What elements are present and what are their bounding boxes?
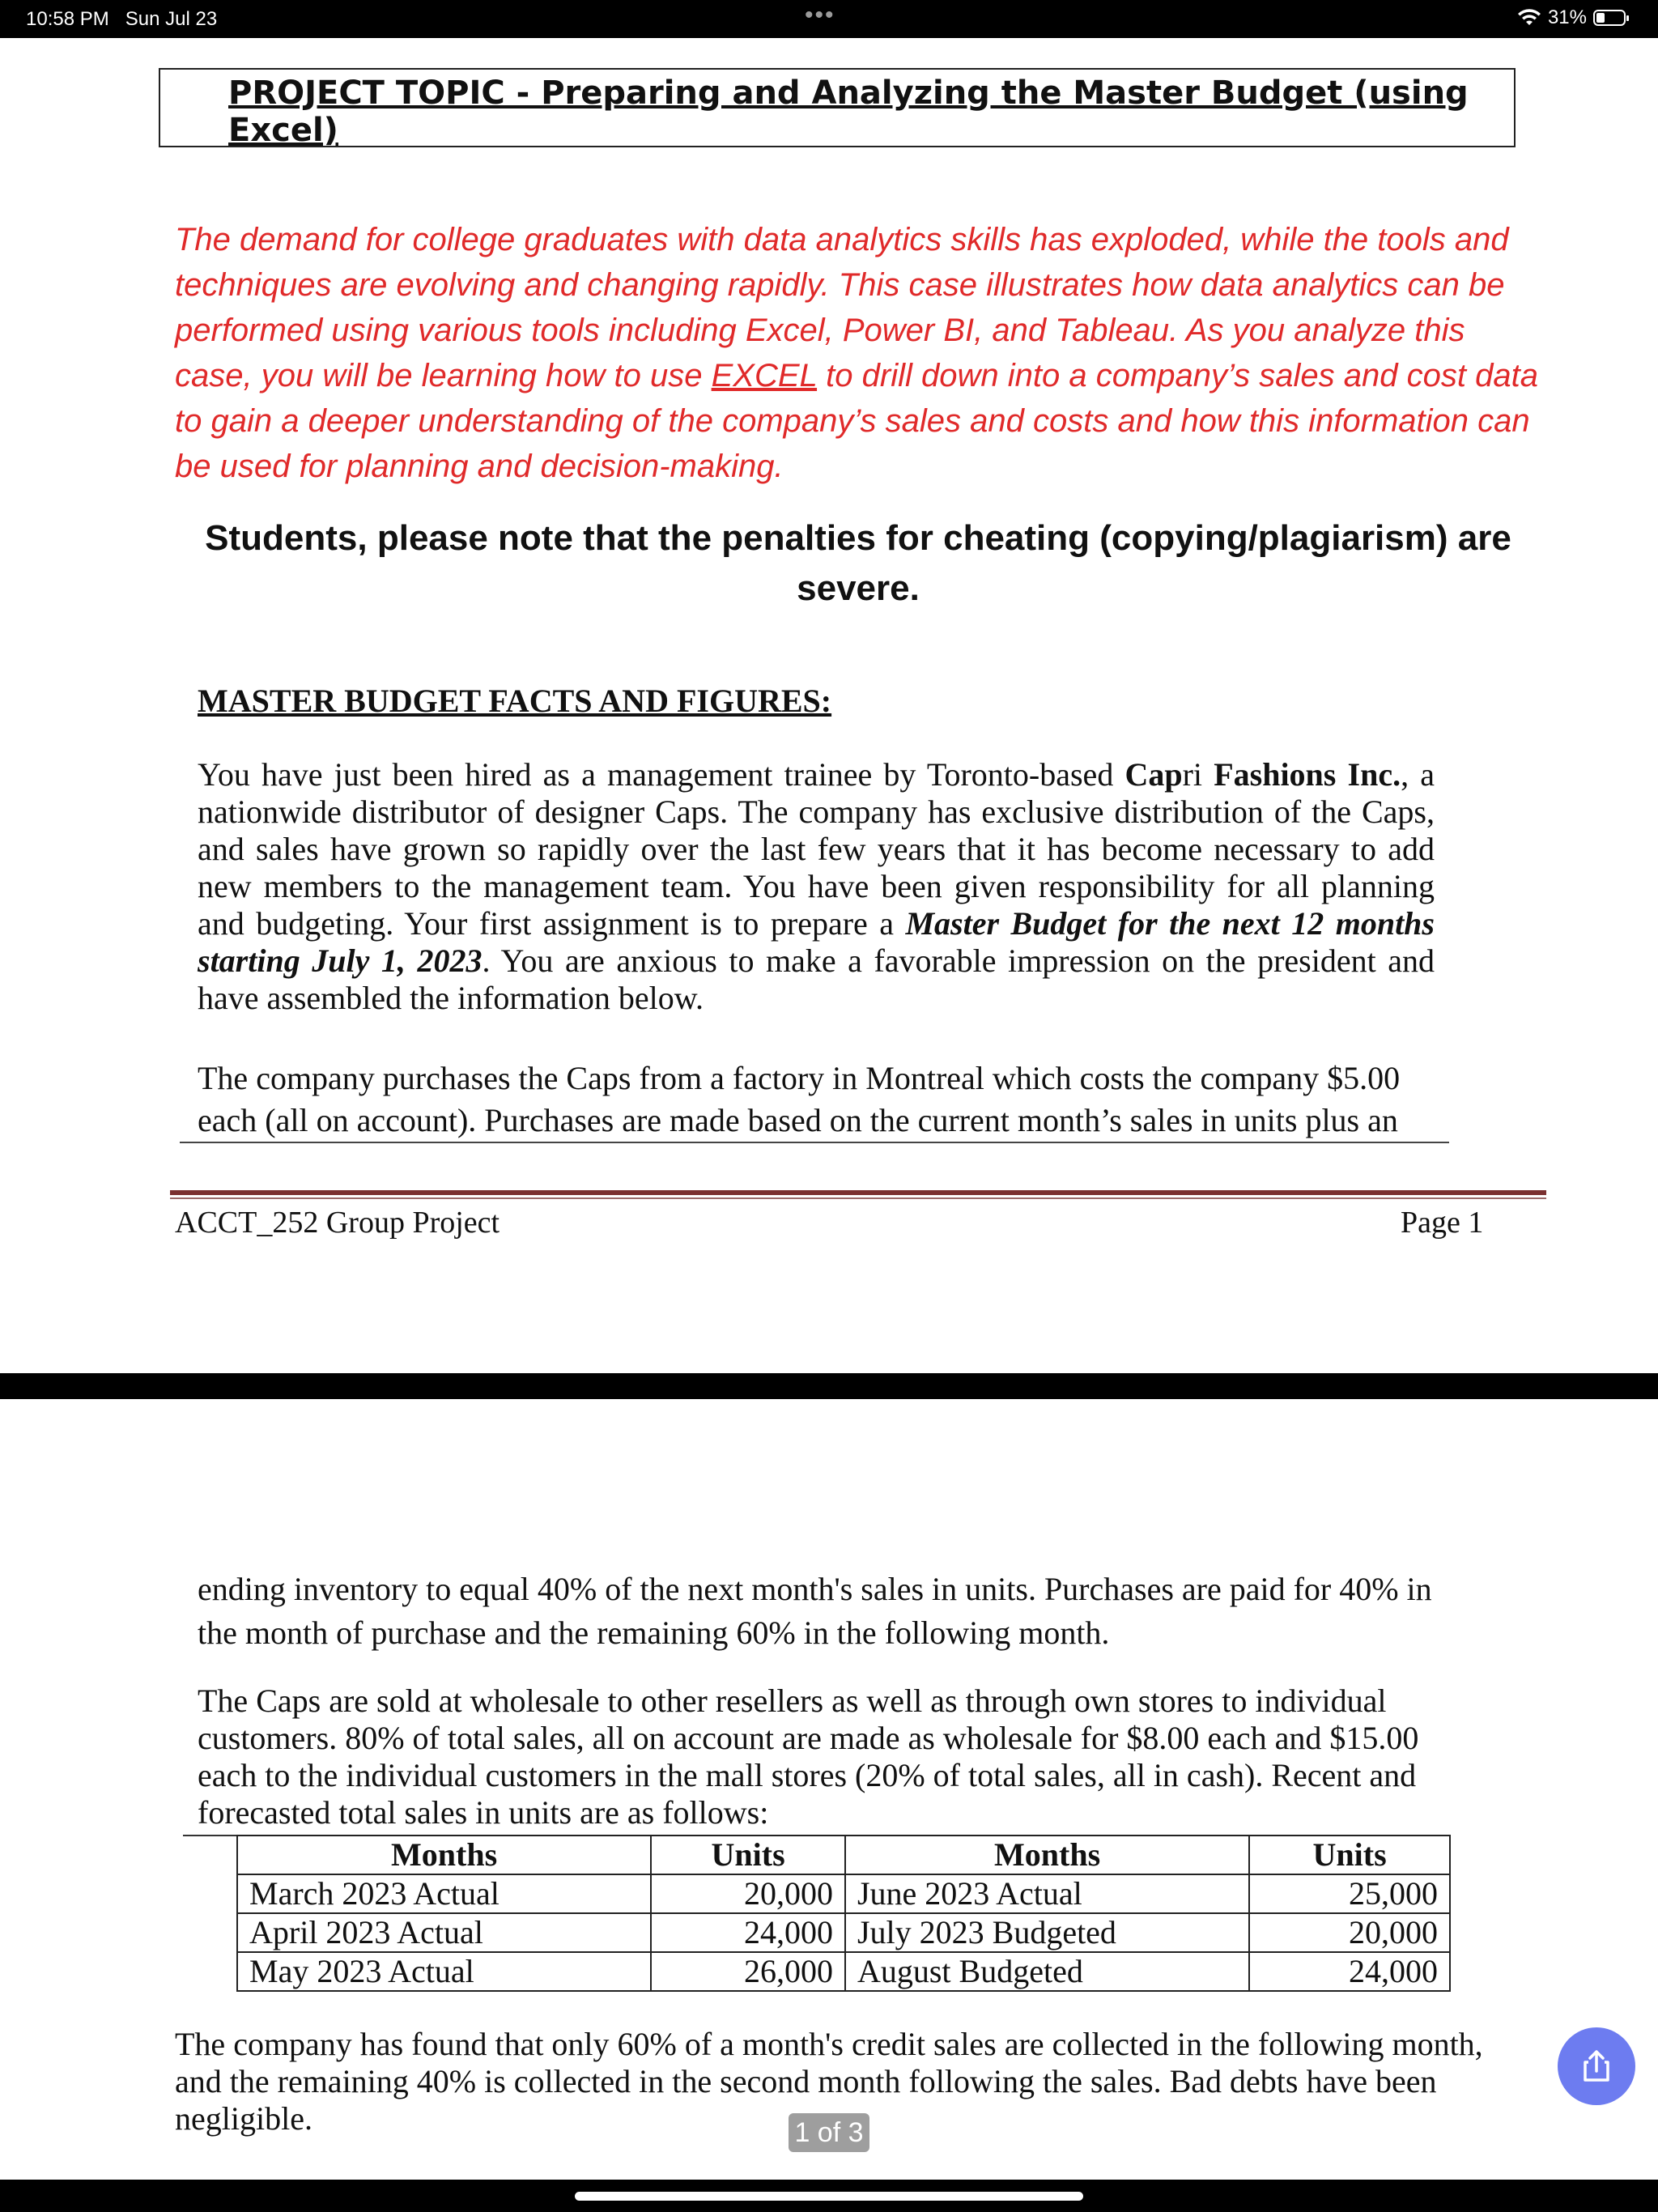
table-cell: 20,000 (651, 1874, 845, 1913)
p1-company: Fashions Inc. (1202, 756, 1401, 793)
battery-percent: 31% (1547, 6, 1587, 28)
intro-text-2: to drill down into a company’s sales and cost data to gain a deeper understanding of the company’s sales and costs and how this information can be used for planning and decision-making. (175, 358, 1538, 484)
title-box (159, 68, 1516, 147)
table-cell: April 2023 Actual (237, 1913, 651, 1952)
p1-text-c: . You are anxious to make a favorable impression on the president and have assembled the information below. (198, 942, 1435, 1016)
cheating-notice: Students, please note that the penalties for cheating (copying/plagiarism) are severe. (205, 518, 1511, 608)
wifi-icon (1517, 8, 1541, 28)
share-icon (1578, 2048, 1615, 2085)
footer-rule (170, 1190, 1546, 1195)
table-row (237, 1913, 1450, 1952)
excel-link-text: EXCEL (711, 358, 818, 393)
table-cell: March 2023 Actual (237, 1874, 651, 1913)
p1-text-b: , a nationwide distributor of designer Caps. The company has exclusive distribution of the Caps, and sales have grown so rapidly over the last few years that it has become necessary to add new members to the management team. You have been given responsibility for all planning and budgeting. Your first assignment is to prepare a (198, 756, 1435, 942)
paragraph-sales: The Caps are sold at wholesale to other resellers as well as through own stores to individual customers. 80% of total sales, all on account are made as wholesale for $8.00 each and $15.00 each to the individual customers in the mall stores (20% of total sales, all in cash). Recent and forecasted total sales in units are as follows: (198, 1682, 1419, 1831)
sales-table (236, 1835, 1451, 1992)
divider-line (180, 1142, 1449, 1143)
page-title: PROJECT TOPIC - Preparing and Analyzing the Master Budget (using Excel) (228, 74, 1469, 149)
table-cell: 25,000 (1249, 1874, 1450, 1913)
page-indicator: 1 of 3 (789, 2113, 869, 2152)
table-cell: 24,000 (1249, 1952, 1450, 1991)
table-cell: May 2023 Actual (237, 1952, 651, 1991)
paragraph-hired (198, 756, 1435, 1017)
paragraph-inventory: ending inventory to equal 40% of the next month's sales in units. Purchases are paid for 40% in the month of purchase and the remaining 60% in the following month. (198, 1571, 1432, 1651)
p1-emphasis: Master Budget for the next 12 months starting July 1, 2023 (198, 905, 1435, 979)
table-header: Units (1249, 1836, 1450, 1874)
p1-ri: ri (1182, 756, 1203, 793)
table-cell: June 2023 Actual (845, 1874, 1249, 1913)
table-cell: July 2023 Budgeted (845, 1913, 1249, 1952)
footer-left: ACCT_252 Group Project (175, 1206, 500, 1240)
battery-fill (1596, 13, 1605, 23)
share-button[interactable] (1558, 2027, 1635, 2105)
table-header: Units (651, 1836, 845, 1874)
table-cell: 20,000 (1249, 1913, 1450, 1952)
p1-text-a: You have just been hired as a management trainee by Toronto-based (198, 756, 1125, 793)
date-text: Sun Jul 23 (125, 8, 218, 30)
paragraph-purchases: The company purchases the Caps from a factory in Montreal which costs the company $5.00 each (all on account). Purchases are made based on the current month’s sales in units plus an (198, 1060, 1401, 1138)
table-cell: 26,000 (651, 1952, 845, 1991)
battery-icon (1593, 10, 1626, 26)
intro-paragraph (175, 217, 1551, 489)
page-separator (0, 1373, 1658, 1399)
table-cell: 24,000 (651, 1913, 845, 1952)
time-text: 10:58 PM (26, 8, 109, 30)
table-header: Months (845, 1836, 1249, 1874)
footer-page-number: Page 1 (1401, 1206, 1484, 1240)
status-time (26, 8, 217, 31)
section-heading: MASTER BUDGET FACTS AND FIGURES: (198, 683, 832, 719)
home-indicator[interactable] (575, 2192, 1083, 2201)
p1-cap: Cap (1124, 756, 1183, 793)
status-right (1517, 6, 1626, 29)
paragraph-collections: The company has found that only 60% of a month's credit sales are collected in the following month, and the remaining 40% is collected in the second month following the sales. Bad debts have been negligible. (175, 2026, 1483, 2137)
intro-text-1: The demand for college graduates with data analytics skills has exploded, while the tools and techniques are evolving and changing rapidly. This case illustrates how data analytics can be performed using various tools including Excel, Power BI, and Tableau. As you analyze this case, you will be learning how to use (175, 222, 1509, 393)
table-header: Months (237, 1836, 651, 1874)
table-row (237, 1952, 1450, 1991)
footer-rule-thin (170, 1197, 1546, 1199)
more-dots-icon[interactable]: ••• (805, 2, 835, 28)
status-bar (0, 0, 1658, 38)
table-header-row (237, 1836, 1450, 1874)
table-row (237, 1874, 1450, 1913)
table-cell: August Budgeted (845, 1952, 1249, 1991)
